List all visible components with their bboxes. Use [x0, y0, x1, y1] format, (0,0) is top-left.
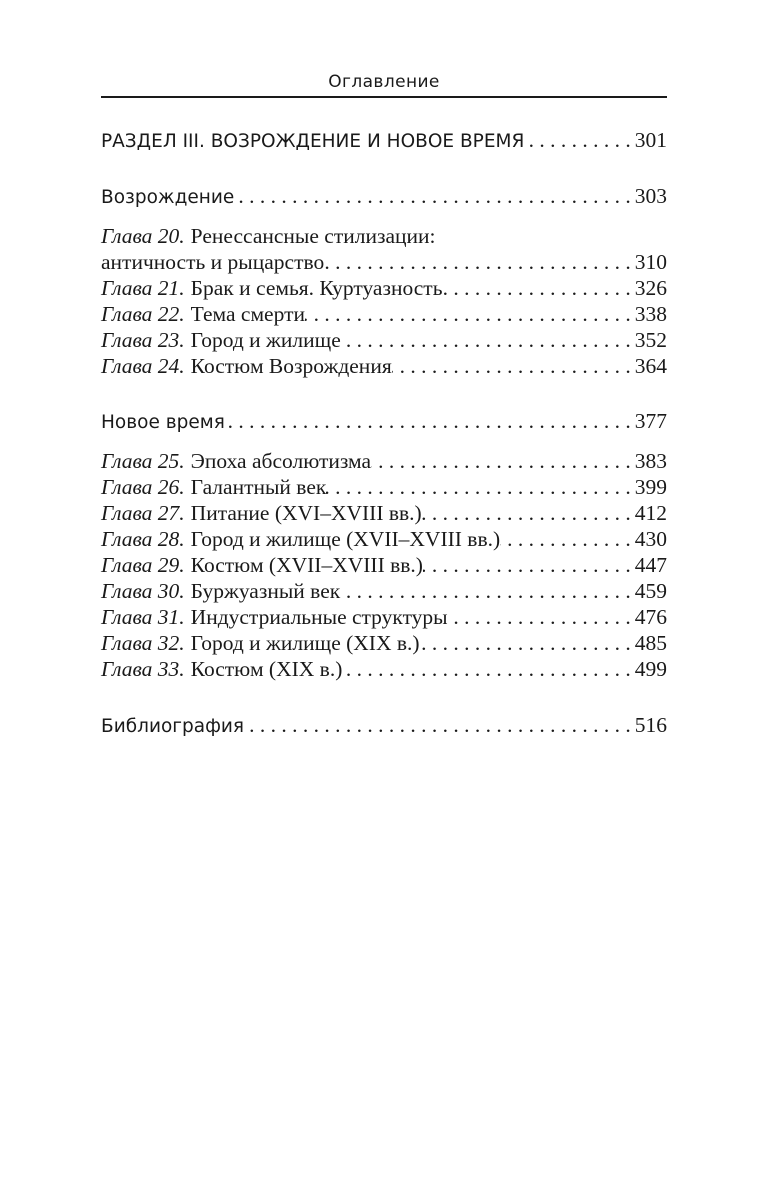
chapter-label: Глава 27. [101, 501, 185, 525]
toc-part-title: Возрождение [101, 187, 235, 208]
toc-page-number: 383 [634, 449, 667, 473]
toc-entry-chapter-22[interactable] [101, 302, 667, 330]
chapter-label: Глава 28. [101, 527, 185, 551]
chapter-label: Глава 33. [101, 657, 185, 681]
running-header: Оглавление [328, 72, 440, 92]
toc-entry-bibliography[interactable] [101, 713, 667, 741]
chapter-label: Глава 20. [101, 224, 185, 248]
toc-leader-dots [324, 250, 631, 275]
toc-page-number: 476 [634, 605, 667, 629]
toc-entry-chapter-23[interactable] [101, 328, 667, 356]
chapter-title: Город и жилище (XIX в.) [190, 631, 420, 655]
toc-entry-renaissance[interactable] [101, 184, 667, 212]
chapter-label: Глава 31. [101, 605, 185, 629]
toc-page-number: 399 [634, 475, 667, 499]
chapter-title: Эпоха абсолютизма [190, 449, 372, 473]
toc-leader-dots [443, 276, 631, 301]
toc-page-number: 485 [634, 631, 667, 655]
toc-leader-dots [422, 501, 631, 526]
toc-leader-dots [341, 328, 631, 353]
chapter-title: Костюм (XVII–XVIII вв.) [190, 553, 423, 577]
chapter-title: Питание (XVI–XVIII вв.) [190, 501, 422, 525]
toc-entry-chapter-28[interactable] [101, 527, 667, 555]
toc-leader-dots [225, 409, 631, 434]
toc-page-number: 310 [634, 250, 667, 274]
chapter-title-continued: античность и рыцарство [101, 250, 325, 274]
toc-entry-chapter-30[interactable] [101, 579, 667, 607]
toc-leader-dots [420, 631, 631, 656]
chapter-label: Глава 30. [101, 579, 185, 603]
chapter-label: Глава 21. [101, 276, 185, 300]
chapter-label: Глава 23. [101, 328, 185, 352]
toc-leader-dots [342, 657, 630, 682]
chapter-title: Костюм Возрождения [190, 354, 392, 378]
toc-page-number: 326 [634, 276, 667, 300]
chapter-title: Буржуазный век [190, 579, 341, 603]
toc-leader-dots [371, 449, 631, 474]
toc-page-number: 447 [634, 553, 667, 577]
toc-page-number: 352 [634, 328, 667, 352]
header-rule [101, 96, 667, 98]
toc-part-title: Библиография [101, 716, 245, 737]
chapter-label: Глава 32. [101, 631, 185, 655]
toc-page-number: 301 [634, 128, 667, 152]
toc-entry-chapter-31[interactable] [101, 605, 667, 633]
toc-leader-dots [392, 354, 631, 379]
chapter-label: Глава 25. [101, 449, 185, 473]
chapter-title: Ренессансные стилизации: [190, 224, 436, 248]
chapter-title: Тема смерти [190, 302, 305, 326]
toc-entry-chapter-21[interactable] [101, 276, 667, 304]
toc-leader-dots [423, 553, 631, 578]
toc-leader-dots [244, 713, 631, 738]
toc-page-number: 516 [634, 713, 667, 737]
toc-entry-chapter-20-line2[interactable] [101, 250, 667, 278]
chapter-title: Город и жилище [190, 328, 341, 352]
toc-entry-chapter-32[interactable] [101, 631, 667, 659]
chapter-title: Город и жилище (XVII–XVIII вв.) [190, 527, 501, 551]
toc-leader-dots [234, 184, 631, 209]
toc-page-number: 459 [634, 579, 667, 603]
toc-leader-dots [340, 579, 631, 604]
chapter-label: Глава 29. [101, 553, 185, 577]
toc-leader-dots [500, 527, 631, 552]
toc-leader-dots [305, 302, 631, 327]
toc-entry-chapter-25[interactable] [101, 449, 667, 477]
toc-page-number: 499 [634, 657, 667, 681]
toc-entry-chapter-20-line1[interactable] [101, 224, 667, 252]
toc-leader-dots [326, 475, 630, 500]
toc-page-number: 303 [634, 184, 667, 208]
toc-leader-dots [448, 605, 631, 630]
toc-entry-chapter-24[interactable] [101, 354, 667, 382]
toc-entry-chapter-29[interactable] [101, 553, 667, 581]
toc-page-number: 364 [634, 354, 667, 378]
toc-entry-chapter-26[interactable] [101, 475, 667, 503]
toc-leader-dots [524, 128, 630, 153]
toc-part-title: Новое время [101, 412, 225, 433]
chapter-label: Глава 24. [101, 354, 185, 378]
toc-page-number: 412 [634, 501, 667, 525]
toc-page-number: 338 [634, 302, 667, 326]
toc-page-number: 430 [634, 527, 667, 551]
toc-entry-chapter-27[interactable] [101, 501, 667, 529]
toc-entry-chapter-33[interactable] [101, 657, 667, 685]
chapter-title: Костюм (XIX в.) [190, 657, 343, 681]
toc-page-number: 377 [634, 409, 667, 433]
toc-section-title: РАЗДЕЛ III. ВОЗРОЖДЕНИЕ И НОВОЕ ВРЕМЯ [101, 131, 525, 152]
chapter-label: Глава 22. [101, 302, 185, 326]
toc-entry-modern[interactable] [101, 409, 667, 437]
chapter-label: Глава 26. [101, 475, 185, 499]
chapter-title: Галантный век [190, 475, 327, 499]
chapter-title: Брак и семья. Куртуазность [190, 276, 443, 300]
toc-entry-section[interactable] [101, 128, 667, 156]
chapter-title: Индустриальные структуры [190, 605, 448, 629]
